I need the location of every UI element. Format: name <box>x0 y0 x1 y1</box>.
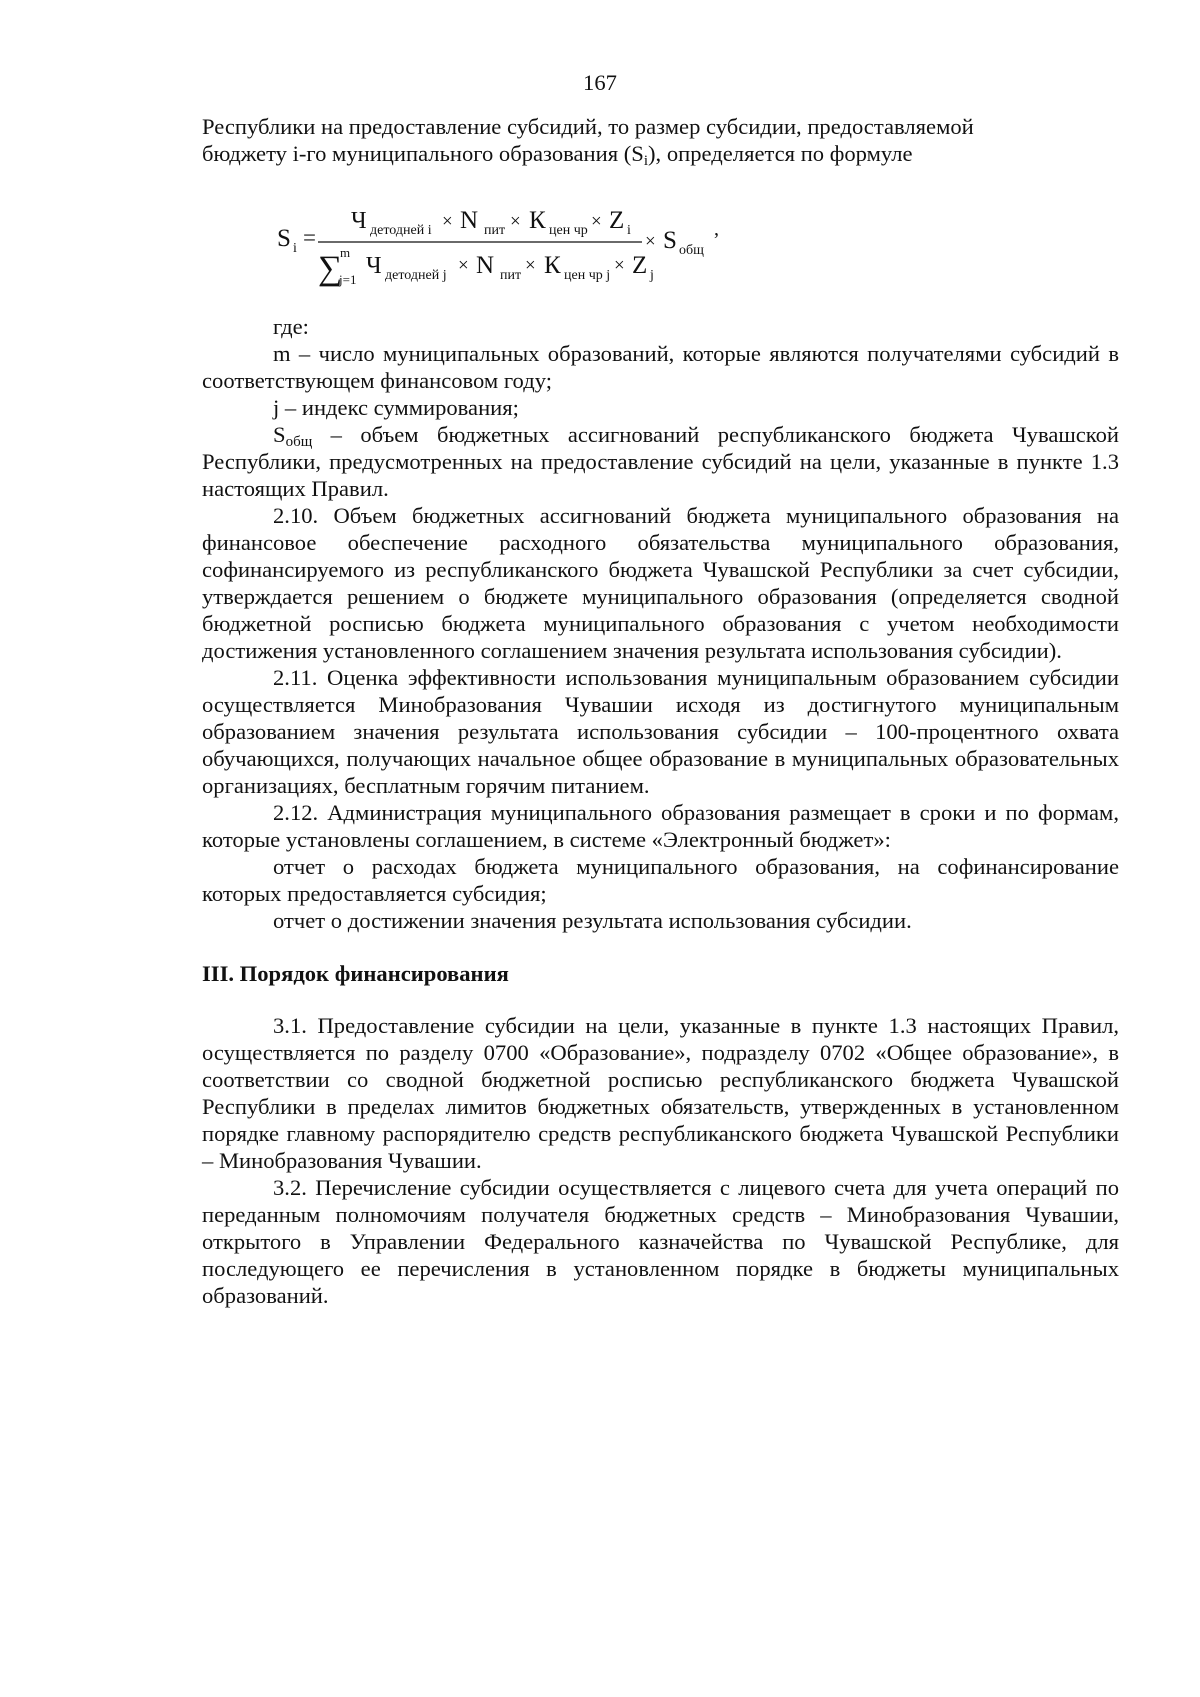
den-n-sub: пит <box>500 268 522 283</box>
where-s-text: – объем бюджетных ассигнований республиканского бюджета Чувашской Республики, предусмотренных на предоставление субсидий на цели, указанные в пункте 1.3 настоящих Правил. <box>202 422 1119 501</box>
where-label: где: <box>273 314 309 339</box>
times-total: × <box>645 231 656 252</box>
formula-comma: , <box>714 218 719 240</box>
num-z-sub: i <box>627 223 631 238</box>
num-n-sub: пит <box>484 223 506 238</box>
paragraph-2-10: 2.10. Объем бюджетных ассигнований бюджета муниципального образования на финансовое обеспечение расходного обязательства муниципального образования, софинансируемого из республиканского бюджета Чувашской Республики за счет субсидии, утверждается решением о бюджете муниципального образования (определяется сводной бюджетной росписью бюджета муниципального образования с учетом необходимости достижения установленного соглашением значения результата использования субсидии). <box>202 503 1119 663</box>
num-k-sub: цен чр <box>549 223 588 238</box>
num-k: К <box>529 207 546 234</box>
den-z-sub: j <box>650 268 654 283</box>
intro-line-2-tail: ), определяется по формуле <box>648 141 913 166</box>
formula-lhs-s: S <box>277 225 291 252</box>
den-sigma-sup: m <box>340 245 351 260</box>
intro-line-2-text: бюджету i-го муниципального образования (S <box>202 141 644 166</box>
num-z: Z <box>609 207 625 234</box>
num-ch-sub: детодней i <box>370 223 432 238</box>
paragraph-2-11: 2.11. Оценка эффективности использования муниципальным образованием субсидии осуществляется Минобразования Чувашии исходя из достигнутого муниципальным образованием значения результата использования субсидии – 100-процентного охвата обучающихся, получающих начальное общее образование в муниципальных образовательных организациях, бесплатным горячим питанием. <box>202 665 1119 798</box>
section-3-heading: III. Порядок финансирования <box>202 961 509 986</box>
den-ch: Ч <box>366 253 382 279</box>
paragraph-2-12: 2.12. Администрация муниципального образования размещает в сроки и по формам, которые установлены соглашением, в системе «Электронный бюджет»: <box>202 800 1119 852</box>
num-n: N <box>460 207 479 234</box>
page-number: 167 <box>583 70 617 95</box>
den-n: N <box>476 252 495 279</box>
where-j: j – индекс суммирования; <box>273 395 519 420</box>
num-ch: Ч <box>351 208 367 234</box>
where-s-subscript: общ <box>285 434 313 450</box>
formula-svg <box>202 167 1119 313</box>
document-body <box>202 113 1119 1309</box>
den-k-sub: цен чр j <box>564 268 611 283</box>
where-s <box>202 421 1119 502</box>
intro-line-1: Республики на предоставление субсидий, то размер субсидии, предоставляемой <box>202 114 974 139</box>
den-sigma-sub: j=1 <box>339 272 357 287</box>
num-times-3: × <box>591 211 602 232</box>
den-sigma: ∑ <box>318 250 343 287</box>
den-z: Z <box>632 252 648 279</box>
formula-lhs-sub: i <box>293 241 297 256</box>
paragraph-3-2: 3.2. Перечисление субсидии осуществляется с лицевого счета для учета операций по переданным полномочиям получателя бюджетных средств – Минобразования Чувашии, открытого в Управлении Федерального казначейства по Чувашской Республике, для последующего ее перечисления в установленном порядке в бюджеты муниципальных образований. <box>202 1175 1119 1308</box>
den-times-2: × <box>525 255 536 276</box>
paragraph-3-1: 3.1. Предоставление субсидии на цели, указанные в пункте 1.3 настоящих Правил, осуществляется по разделу 0700 «Образование», подразделу 0702 «Общее образование», в соответствии со сводной бюджетной росписью республиканского бюджета Чувашской Республики в пределах лимитов бюджетных обязательств, утвержденных в установленном порядке главному распорядителю средств республиканского бюджета Чувашской Республики – Минобразования Чувашии. <box>202 1013 1119 1173</box>
paragraph-2-12-b: отчет о достижении значения результата использования субсидии. <box>273 908 912 933</box>
num-times-2: × <box>510 211 521 232</box>
where-m: m – число муниципальных образований, которые являются получателями субсидий в соответствующем финансовом году; <box>202 341 1119 393</box>
intro-line-2 <box>202 140 1119 167</box>
den-times-1: × <box>458 255 469 276</box>
paragraph-2-12-a: отчет о расходах бюджета муниципального образования, на софинансирование которых предоставляется субсидия; <box>202 854 1119 906</box>
formula-equals: = <box>303 225 316 250</box>
den-times-3: × <box>614 255 625 276</box>
where-s-symbol: S <box>273 422 286 447</box>
subsidy-formula <box>202 167 1119 313</box>
intro-subscript: i <box>643 153 649 169</box>
num-times-1: × <box>442 211 453 232</box>
s-total: S <box>663 227 677 254</box>
den-ch-sub: детодней j <box>385 268 447 283</box>
den-k: К <box>544 252 561 279</box>
s-total-sub: общ <box>679 243 704 258</box>
